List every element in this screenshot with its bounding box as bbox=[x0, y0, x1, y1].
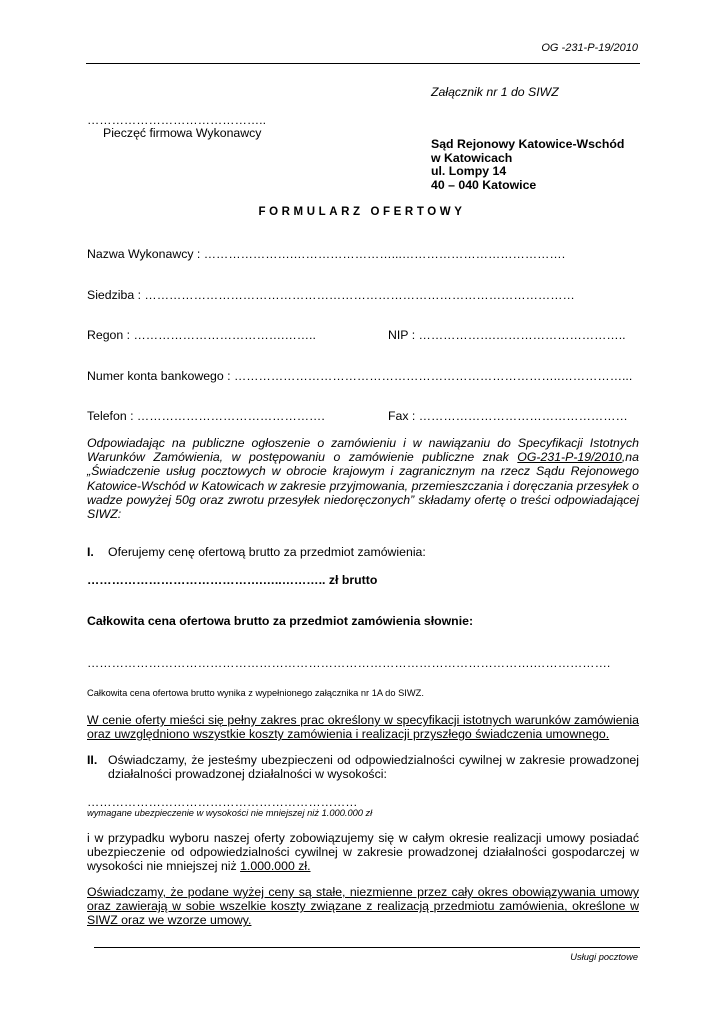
field-nip[interactable]: NIP : ……………….………………………….. bbox=[388, 328, 626, 342]
obligation-line: i w przypadku wyboru naszej oferty zobowiązujemy się w całym okresie realizacji umowy posiadać bbox=[87, 831, 639, 845]
declaration-line: Oświadczamy, że podane wyżej ceny są stałe, niezmienne przez cały okres obowiązywania umowy bbox=[87, 885, 639, 899]
section-2-line: działalności prowadzonej działalności w wysokości: bbox=[108, 767, 387, 782]
declaration-line: oraz zawierają w sobie wszelkie koszty związane z realizacją przedmiotu zamówienia, określone w bbox=[87, 899, 639, 914]
recipient-line: w Katowicach bbox=[431, 150, 513, 165]
intro-paragraph bbox=[87, 436, 639, 521]
recipient-line: ul. Lompy 14 bbox=[431, 164, 507, 178]
intro-text: Warunków Zamówienia, w postępowaniu o zamówienie publiczne znak bbox=[87, 450, 518, 465]
header-rule bbox=[86, 63, 640, 64]
field-phone[interactable]: Telefon : ………………………………………. bbox=[87, 409, 325, 423]
field-seat[interactable]: Siedziba : …………………………………………………………………………………………… bbox=[87, 288, 575, 302]
document-code: OG -231-P-19/2010 bbox=[541, 42, 638, 54]
attachment-label: Załącznik nr 1 do SIWZ bbox=[431, 85, 559, 99]
stamp-label: Pieczęć firmowa Wykonawcy bbox=[103, 126, 262, 140]
footer-rule bbox=[94, 947, 640, 948]
form-title: FORMULARZ OFERTOWY bbox=[258, 206, 466, 218]
tender-reference: OG-231-P-19/2010 bbox=[517, 450, 622, 465]
price-note: Całkowita cena ofertowa brutto wynika z wypełnionego załącznika nr 1A do SIWZ. bbox=[87, 688, 424, 698]
section-2-line: Oświadczamy, że jesteśmy ubezpieczeni od odpowiedzialności cywilnej w zakresie prowadzonej bbox=[108, 753, 639, 767]
field-contractor-name[interactable]: Nazwa Wykonawcy : ………………….……………………...…………………………………. bbox=[87, 247, 566, 261]
section-2-text bbox=[108, 753, 639, 781]
recipient-line: 40 – 040 Katowice bbox=[431, 177, 537, 192]
declaration-line: SIWZ oraz we wzorze umowy. bbox=[87, 913, 252, 928]
obligation-line: ubezpieczenie od odpowiedzialności cywilnej w zakresie prowadzonej działalności gospodarczej w bbox=[87, 845, 639, 860]
intro-line: wadze powyżej 50g oraz zwrotu przesyłek niedoręczonych” składamy ofertę o treści odpowiadającej bbox=[87, 492, 639, 507]
price-in-words-field[interactable]: ……………………………………………………………………………………………….………………. bbox=[87, 656, 611, 670]
price-scope-statement bbox=[87, 713, 639, 741]
field-bank-account[interactable]: Numer konta bankowego : ……………………………………………………………………..……………... bbox=[87, 369, 633, 383]
field-regon[interactable]: Regon : ……………………………….…….. bbox=[87, 328, 316, 342]
intro-line: Odpowiadając na publiczne ogłoszenie o zamówieniu i w nawiązaniu do Specyfikacji Istotnych bbox=[87, 436, 639, 450]
scope-line: oraz uwzględniono wszystkie koszty zamówienia i realizacji przyszłego świadczenia umownego. bbox=[87, 727, 610, 742]
insurance-amount-caption: wymagane ubezpieczenie w wysokości nie mniejszej niż 1.000.000 zł bbox=[87, 808, 373, 818]
section-1-text: Oferujemy cenę ofertową brutto za przedmiot zamówienia: bbox=[108, 545, 426, 559]
gross-price-field[interactable]: …………………………………….…..……….. zł brutto bbox=[87, 573, 378, 587]
price-in-words-label: Całkowita cena ofertowa brutto za przedmiot zamówienia słownie: bbox=[87, 614, 474, 628]
section-2-number: II. bbox=[87, 753, 98, 767]
obligation-text: wysokości nie mniejszej niż bbox=[87, 859, 241, 874]
insurance-amount-field[interactable]: ………………………………………………………… bbox=[87, 795, 358, 809]
intro-line: Katowice-Wschód w Katowicach w zakresie przyjmowania, przemieszczania i doręczania przesyłek o bbox=[87, 478, 639, 493]
intro-text: ,na bbox=[621, 450, 639, 465]
recipient-address bbox=[431, 138, 624, 192]
field-fax[interactable]: Fax : …………………………………………… bbox=[388, 409, 628, 423]
intro-line bbox=[87, 450, 639, 464]
insurance-amount: 1.000.000 zł. bbox=[240, 859, 311, 874]
intro-line: „Świadczenie usług pocztowych w obrocie krajowym i zagranicznym na rzecz Sądu Rejonowego bbox=[87, 464, 639, 479]
intro-line: SIWZ: bbox=[87, 507, 122, 522]
section-1-number: I. bbox=[87, 545, 94, 559]
insurance-obligation-paragraph bbox=[87, 831, 639, 874]
footer-label: Usługi pocztowe bbox=[570, 952, 638, 962]
obligation-line bbox=[87, 859, 639, 873]
fixed-prices-declaration bbox=[87, 885, 639, 928]
stamp-dots: …………………………………….. bbox=[87, 113, 266, 127]
scope-line: W cenie oferty mieści się pełny zakres prac określony w specyfikacji istotnych warunków zamówienia bbox=[87, 713, 639, 727]
recipient-line: Sąd Rejonowy Katowice-Wschód bbox=[431, 137, 625, 151]
